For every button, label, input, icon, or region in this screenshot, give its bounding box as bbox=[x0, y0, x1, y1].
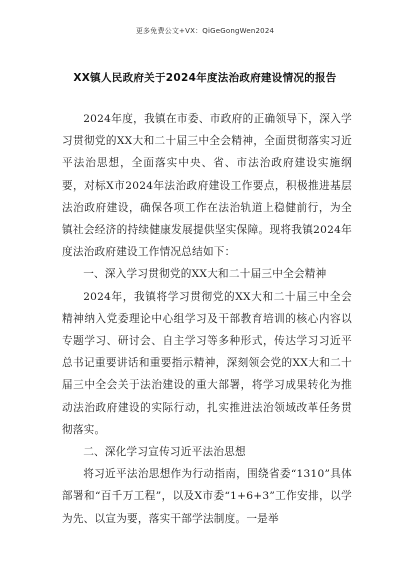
section-heading-1: 一、深入学习贯彻党的XX大和二十届三中全会精神 bbox=[83, 268, 327, 281]
section-1-paragraph: 2024年，我镇将学习贯彻党的XX大和二十届三中全会精神纳入党委理论中心组学习及干部教育培训的核心内容以专题学习、研讨会、自主学习等多种形式，传达学习习近平总书记重要讲话和重要指示精神，深刻领会党的XX大和二十届三中全会关于法治建设的重大部署，将学习成果转化为推动法治政府建设的实际行动，扎实推进法治领域改革任务贯彻落实。 bbox=[62, 290, 352, 436]
section-heading-2: 二、深化学习宣传习近平法治思想 bbox=[83, 446, 246, 459]
header-note: 更多免费公文+VX：QiGeGongWen2024 bbox=[135, 27, 275, 35]
document-title: XX镇人民政府关于2024年度法治政府建设情况的报告 bbox=[73, 72, 337, 84]
section-2-paragraph: 将习近平法治思想作为行动指南，围绕省委“1310”具体部署和“百千万工程”，以及X市委“1+6+3”工作安排，以学为先、以宣为要，落实干部学法制度。一是举 bbox=[62, 468, 352, 525]
intro-paragraph: 2024年度，我镇在市委、市政府的正确领导下，深入学习贯彻党的XX大和二十届三中全会精神，全面贯彻落实习近平法治思想，全面落实中央、省、市法治政府建设实施纲要，对标X市2024年法治政府建设工作要点，积极推进基层法治政府建设，确保各项工作在法治轨道上稳健前行，为全镇社会经济的持续健康发展提供坚实保障。现将我镇2024年度法治政府建设工作情况总结如下： bbox=[62, 113, 352, 259]
document-body bbox=[62, 108, 352, 530]
